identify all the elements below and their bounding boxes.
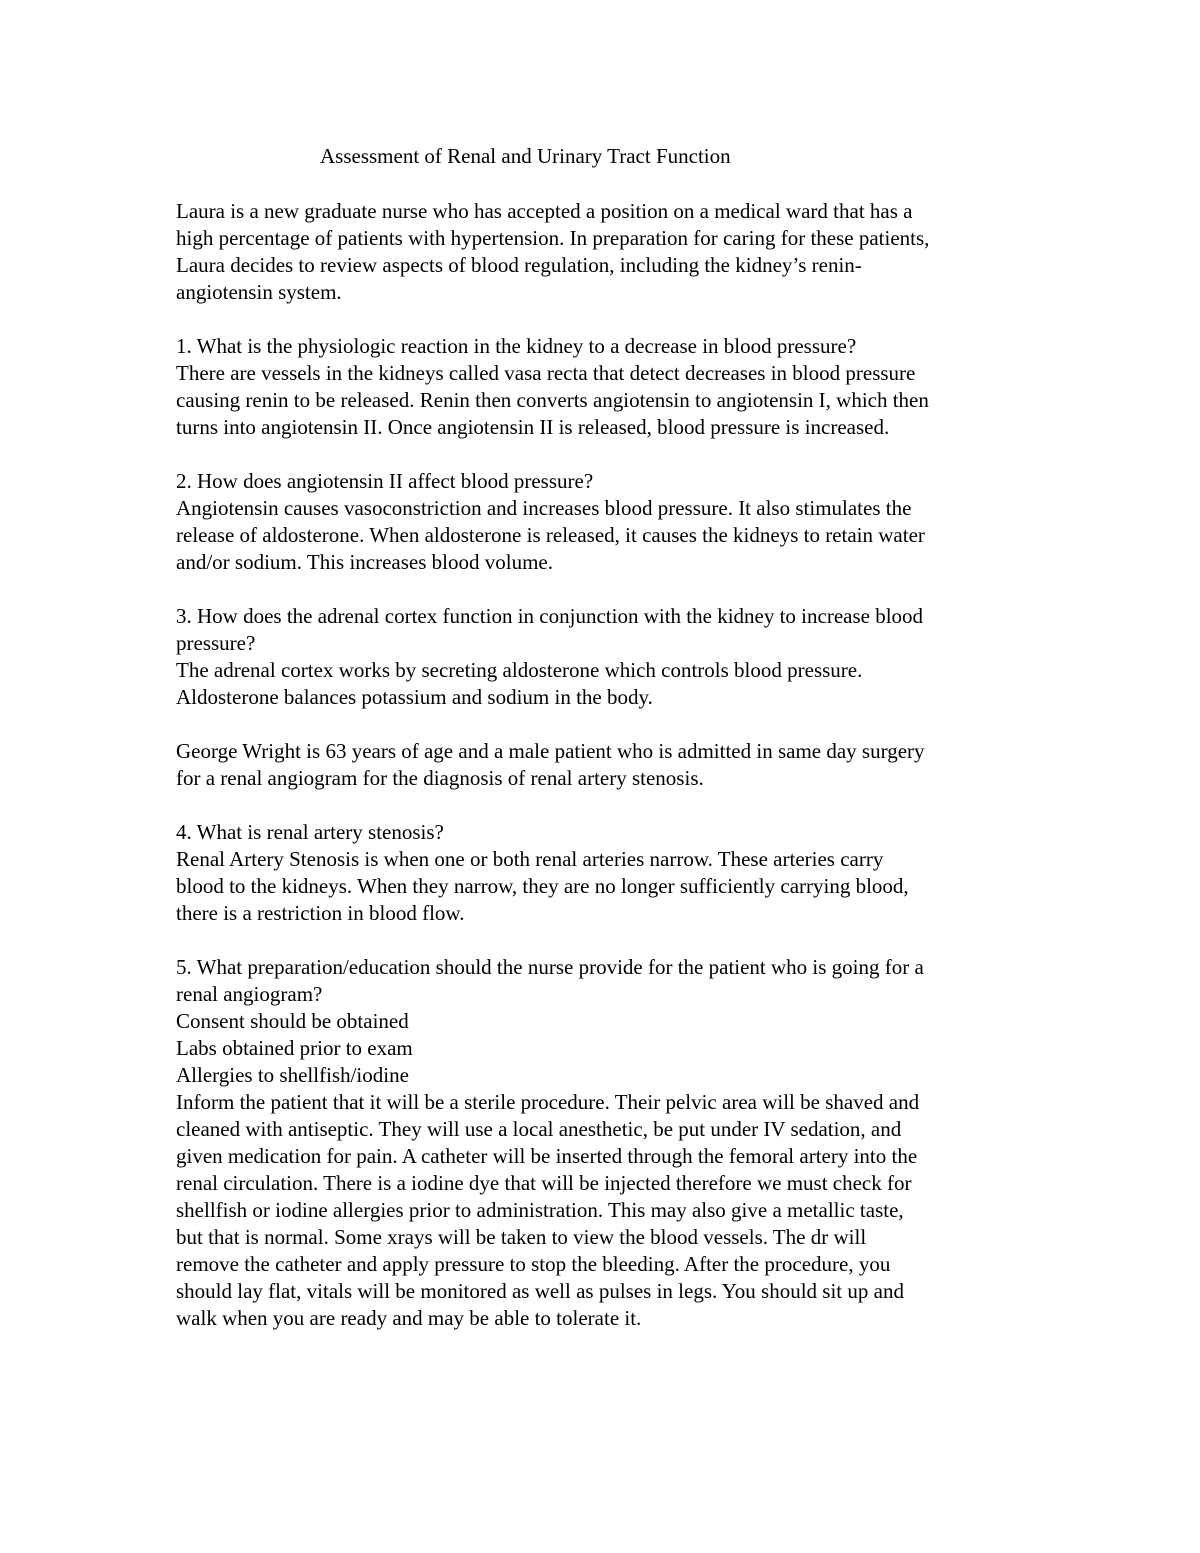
answer-1-line: turns into angiotensin II. Once angiotensin II is released, blood pressure is increased. xyxy=(176,415,890,439)
question-1-block xyxy=(176,333,1036,441)
document-title: Assessment of Renal and Urinary Tract Function xyxy=(320,144,731,168)
intro-line: Laura is a new graduate nurse who has accepted a position on a medical ward that has a xyxy=(176,199,913,223)
paragraph-gap xyxy=(176,792,1036,819)
intro-line: Laura decides to review aspects of blood regulation, including the kidney’s renin- xyxy=(176,253,862,277)
answer-5-line: should lay flat, vitals will be monitored as well as pulses in legs. You should sit up and xyxy=(176,1279,904,1303)
answer-2-line: release of aldosterone. When aldosterone is released, it causes the kidneys to retain water xyxy=(176,523,925,547)
answer-5-line: but that is normal. Some xrays will be taken to view the blood vessels. The dr will xyxy=(176,1225,867,1249)
question-5: renal angiogram? xyxy=(176,982,323,1006)
answer-5-line: Inform the patient that it will be a sterile procedure. Their pelvic area will be shaved and xyxy=(176,1090,920,1114)
question-3: pressure? xyxy=(176,631,256,655)
answer-4-line: there is a restriction in blood flow. xyxy=(176,901,465,925)
case-2-line: George Wright is 63 years of age and a male patient who is admitted in same day surgery xyxy=(176,739,925,763)
document-body xyxy=(176,198,1036,1332)
paragraph-gap xyxy=(176,306,1036,333)
paragraph-gap xyxy=(176,441,1036,468)
answer-5-line: given medication for pain. A catheter will be inserted through the femoral artery into the xyxy=(176,1144,918,1168)
question-3: 3. How does the adrenal cortex function in conjunction with the kidney to increase blood xyxy=(176,604,924,628)
answer-5-line: remove the catheter and apply pressure to stop the bleeding. After the procedure, you xyxy=(176,1252,891,1276)
answer-1-line: causing renin to be released. Renin then converts angiotensin to angiotensin I, which then xyxy=(176,388,929,412)
answer-5-line: Allergies to shellfish/iodine xyxy=(176,1063,409,1087)
answer-1-line: There are vessels in the kidneys called vasa recta that detect decreases in blood pressure xyxy=(176,361,916,385)
question-5-block xyxy=(176,954,1036,1332)
paragraph-gap xyxy=(176,576,1036,603)
intro-line: high percentage of patients with hypertension. In preparation for caring for these patients, xyxy=(176,226,930,250)
answer-2-line: Angiotensin causes vasoconstriction and increases blood pressure. It also stimulates the xyxy=(176,496,912,520)
case-2-paragraph xyxy=(176,738,1036,792)
answer-5-line: renal circulation. There is a iodine dye that will be injected therefore we must check for xyxy=(176,1171,912,1195)
answer-4-line: Renal Artery Stenosis is when one or both renal arteries narrow. These arteries carry xyxy=(176,847,884,871)
question-5: 5. What preparation/education should the nurse provide for the patient who is going for a xyxy=(176,955,924,979)
question-4-block xyxy=(176,819,1036,927)
answer-3-line: The adrenal cortex works by secreting aldosterone which controls blood pressure. xyxy=(176,658,863,682)
answer-3-line: Aldosterone balances potassium and sodium in the body. xyxy=(176,685,653,709)
answer-5-line: walk when you are ready and may be able to tolerate it. xyxy=(176,1306,642,1330)
question-2: 2. How does angiotensin II affect blood pressure? xyxy=(176,469,594,493)
paragraph-gap xyxy=(176,711,1036,738)
paragraph-gap xyxy=(176,927,1036,954)
answer-4-line: blood to the kidneys. When they narrow, they are no longer sufficiently carrying blood, xyxy=(176,874,909,898)
case-2-line: for a renal angiogram for the diagnosis of renal artery stenosis. xyxy=(176,766,704,790)
answer-5-line: Consent should be obtained xyxy=(176,1009,409,1033)
question-4: 4. What is renal artery stenosis? xyxy=(176,820,444,844)
answer-5-line: Labs obtained prior to exam xyxy=(176,1036,413,1060)
answer-5-line: cleaned with antiseptic. They will use a local anesthetic, be put under IV sedation, and xyxy=(176,1117,902,1141)
intro-paragraph xyxy=(176,198,1036,306)
answer-5-line: shellfish or iodine allergies prior to administration. This may also give a metallic taste, xyxy=(176,1198,904,1222)
question-3-block xyxy=(176,603,1036,711)
intro-line: angiotensin system. xyxy=(176,280,342,304)
question-1: 1. What is the physiologic reaction in the kidney to a decrease in blood pressure? xyxy=(176,334,857,358)
question-2-block xyxy=(176,468,1036,576)
answer-2-line: and/or sodium. This increases blood volume. xyxy=(176,550,553,574)
